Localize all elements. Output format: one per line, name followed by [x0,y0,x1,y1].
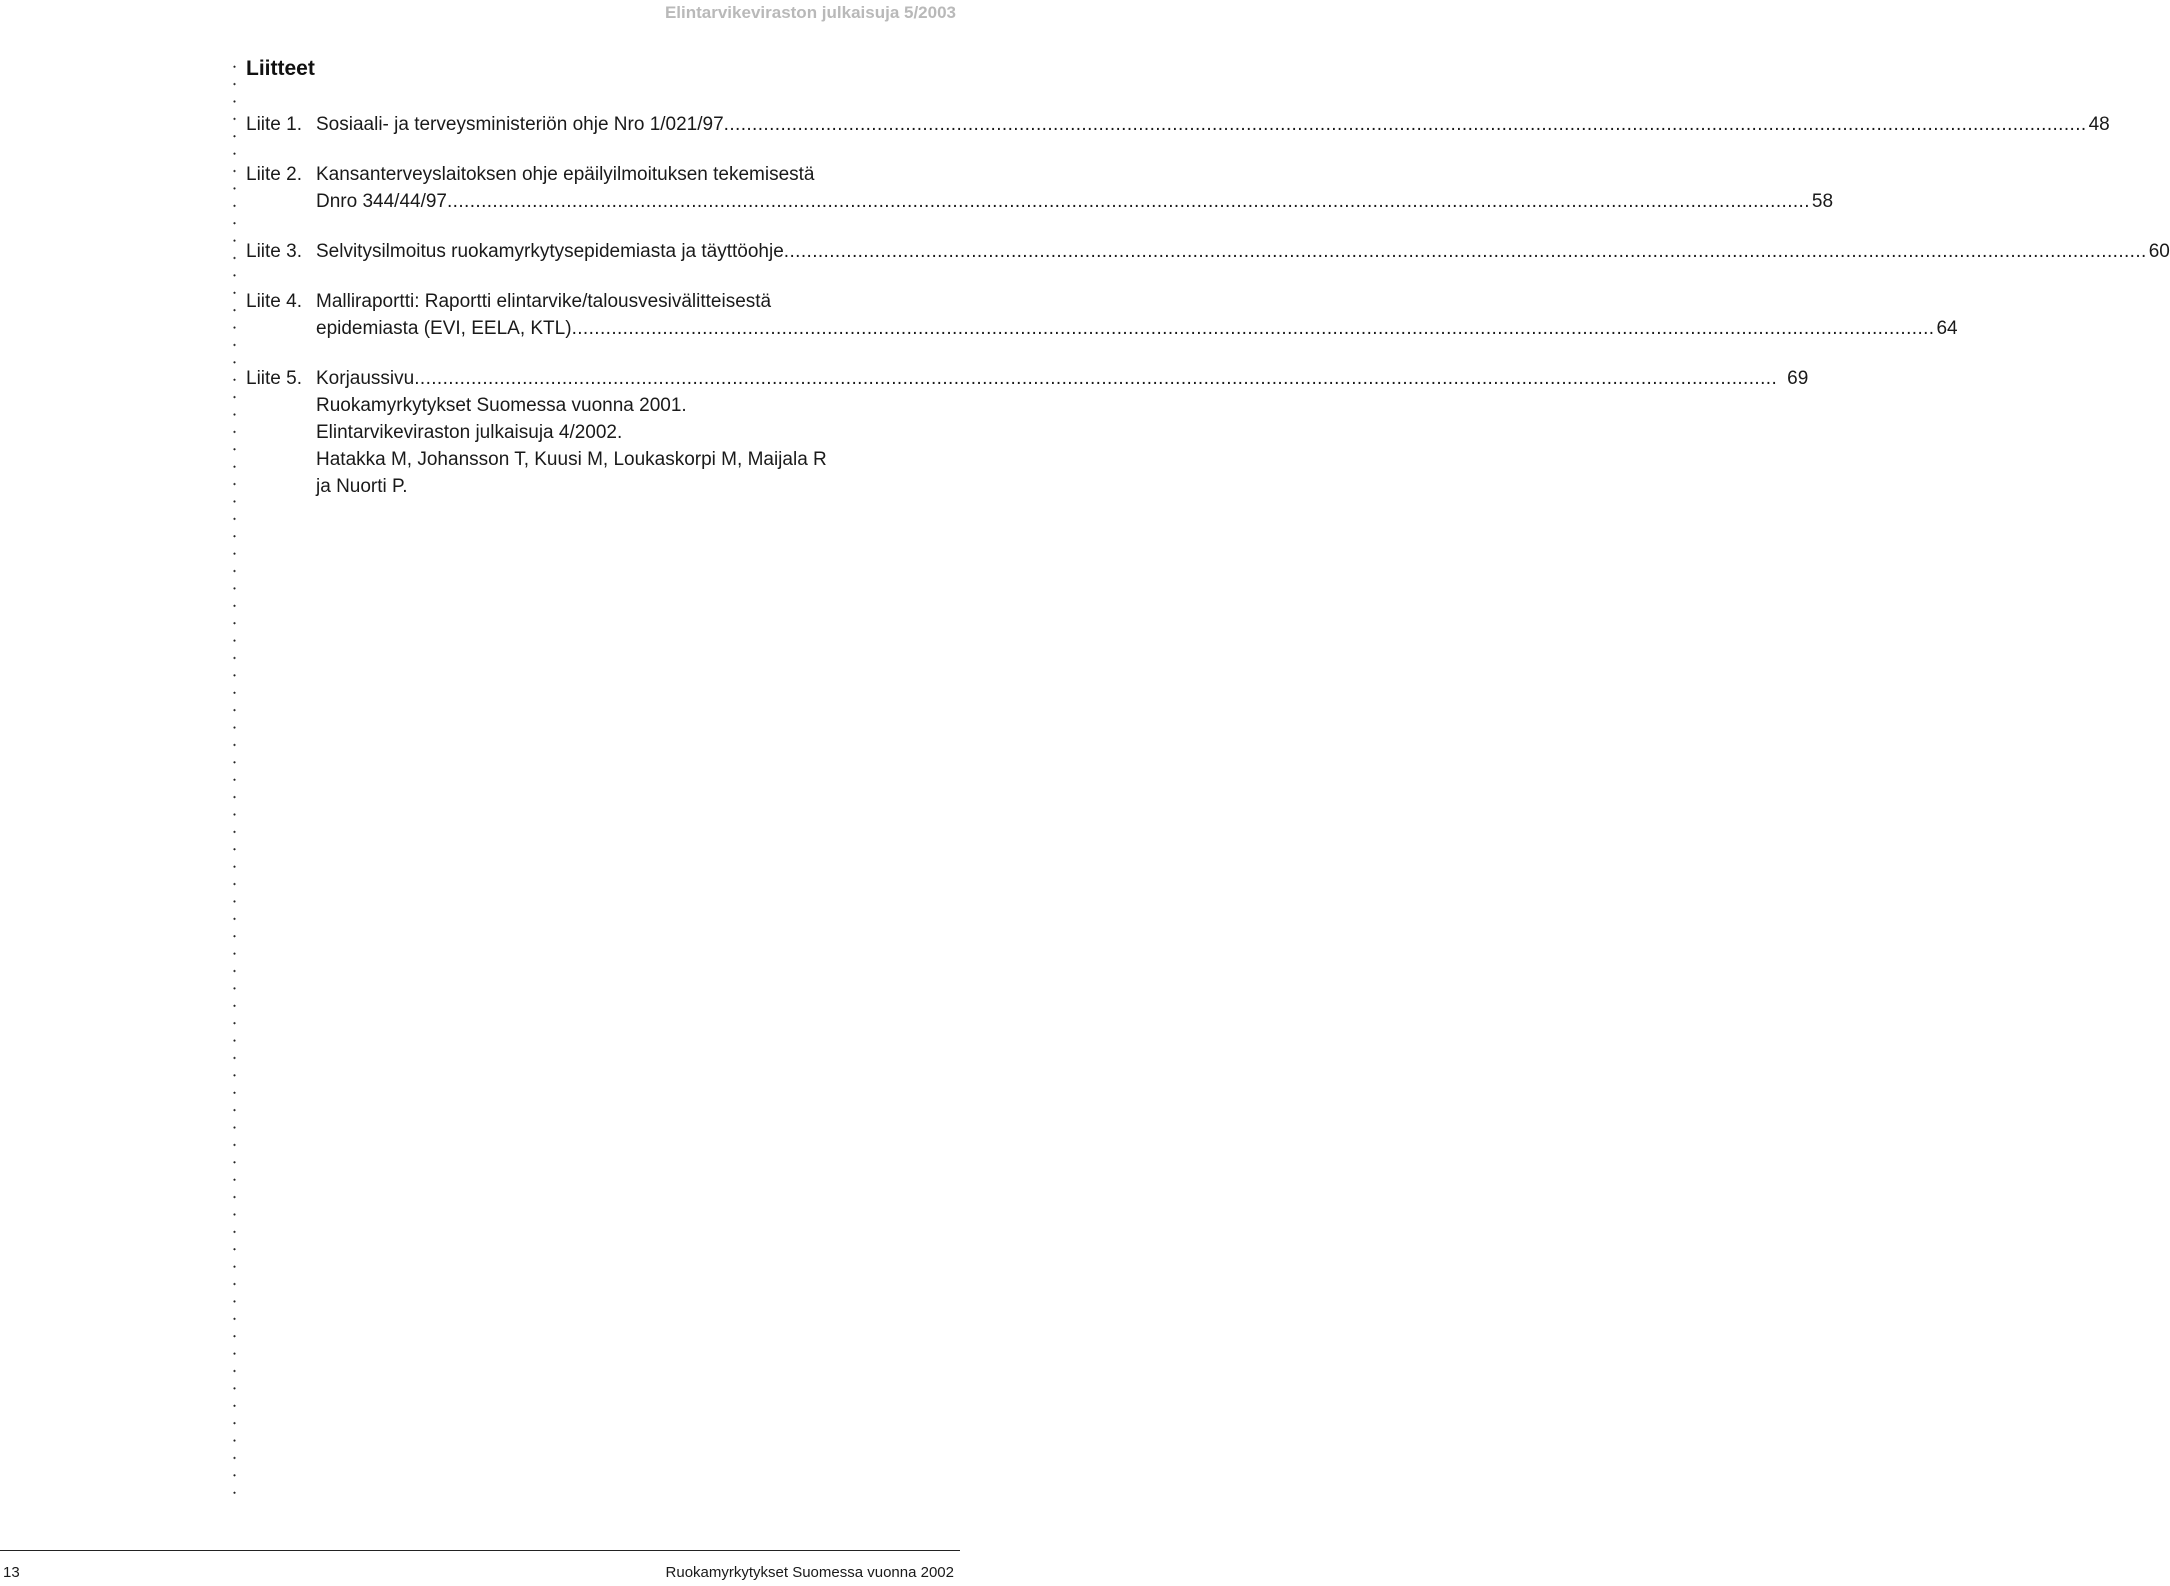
entry-title: Kansanterveyslaitoksen ohje epäilyilmoituksen tekemisestä [316,164,815,185]
entry-label: Liite 1. [246,114,302,135]
footer-rule [0,1550,960,1551]
entry-label: Liite 3. [246,241,302,262]
dot-leader [414,365,1777,392]
entry-title: Korjaussivu [316,368,415,389]
dot-leader [447,188,1810,215]
entry-label: Liite 2. [246,164,302,185]
note-line: Ruokamyrkytykset Suomessa vuonna 2001. [316,395,687,416]
entry-label: Liite 4. [246,291,302,312]
entry-page-number: 69 [1787,368,1809,389]
appendix-list [246,111,2170,523]
footer-title: Ruokamyrkytykset Suomessa vuonna 2002 [665,1564,954,1581]
entry-label: Liite 5. [246,368,302,389]
entry-title: Sosiaali- ja terveysministeriön ohje Nro 1/021/97 [316,114,724,135]
running-header: Elintarvikeviraston julkaisuja 5/2003 [664,3,956,22]
entry-title-continued: epidemiasta (EVI, EELA, KTL) [316,318,572,339]
note-line: Hatakka M, Johansson T, Kuusi M, Loukaskorpi M, Maijala R [316,449,827,470]
entry-title: Malliraportti: Raportti elintarvike/talousvesivälitteisestä [316,291,772,312]
toc-entry-liite-3[interactable] [246,238,2170,265]
dot-leader [784,238,2147,265]
toc-entry-liite-4[interactable] [246,288,1958,342]
entry-title-continued: Dnro 344/44/97 [316,191,447,212]
note-line: ja Nuorti P. [316,476,408,497]
footer-page-number: 13 [3,1564,20,1581]
entry-note [316,392,1808,500]
entry-page-number: 58 [1811,191,1834,212]
entry-page-number: 64 [1936,318,1958,339]
note-line: Elintarvikeviraston julkaisuja 4/2002. [316,422,623,443]
toc-entry-liite-5[interactable] [246,365,1809,500]
toc-entry-liite-1[interactable] [246,111,2110,138]
entry-title: Selvitysilmoitus ruokamyrkytysepidemiasta ja täyttöohje [316,241,784,262]
entry-page-number: 48 [2088,114,2110,135]
dot-leader [572,315,1935,342]
dotted-margin-rule [233,58,236,1500]
dot-leader [724,111,2087,138]
section-title: Liitteet [246,57,315,80]
entry-page-number: 60 [2148,241,2170,262]
toc-entry-liite-2[interactable] [246,161,1834,215]
